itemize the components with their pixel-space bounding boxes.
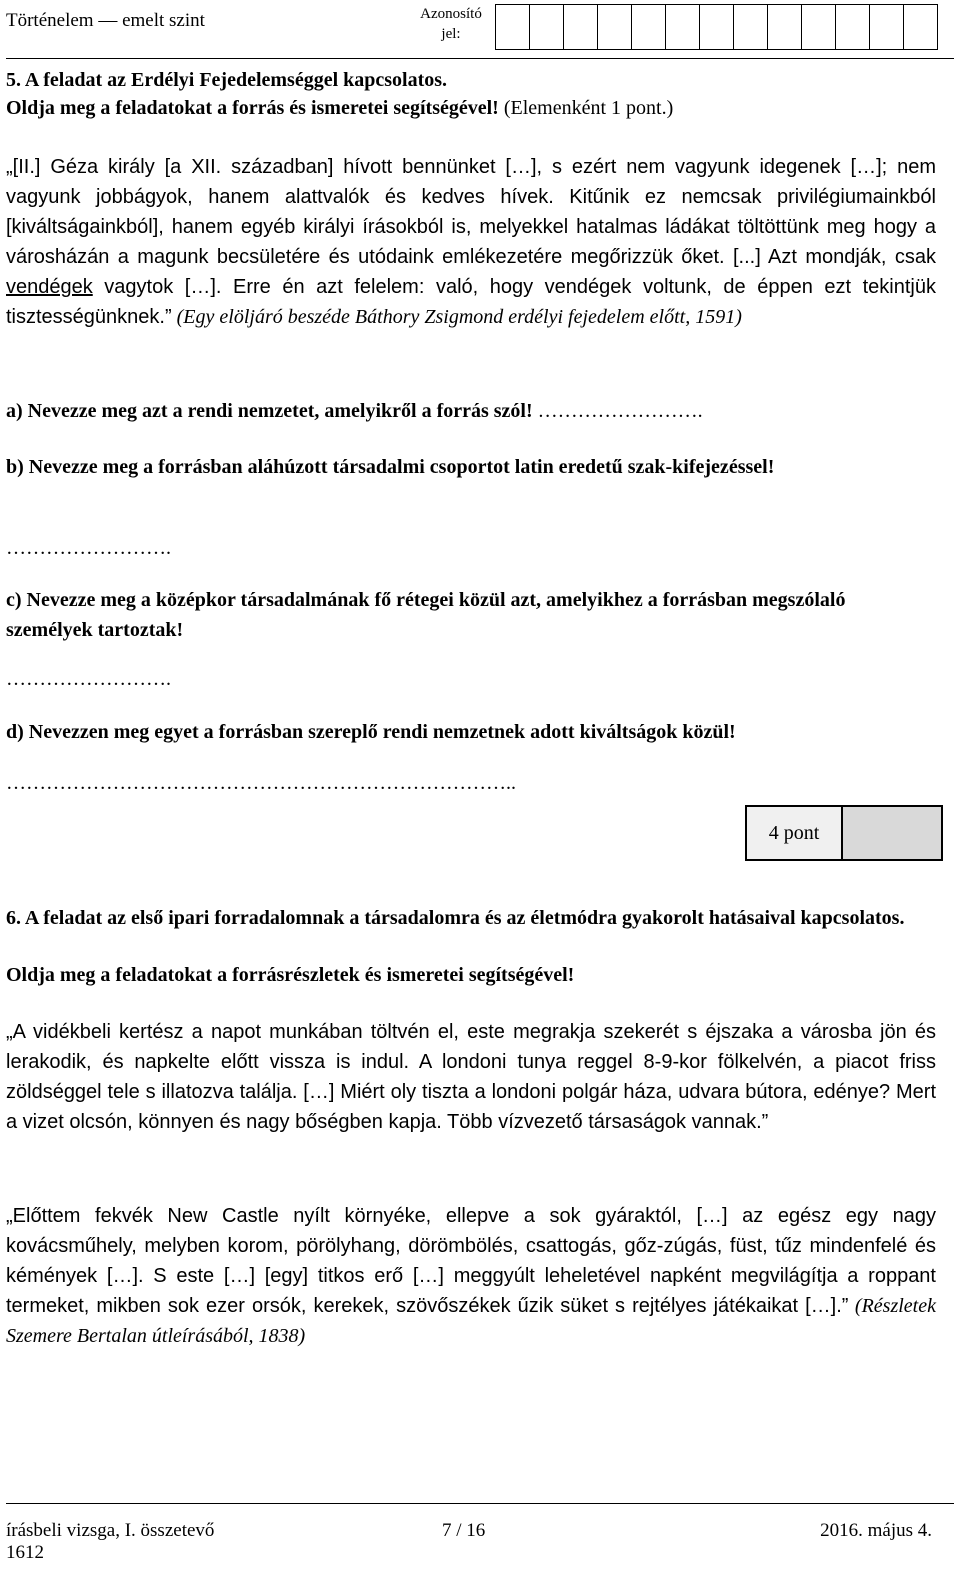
source-text-part2: vagytok […]. Erre én azt felelem: való, hogy vendégek voltunk, de éppen ezt tekintjük tisztességünknek.” <box>6 276 936 328</box>
source-text-part1: „[II.] Géza király [a XII. században] hívott bennünket […], s ezért nem vagyunk idegenek […]; nem vagyunk jobbágyok, hanem alattvalók és kedves hívek. Kitűnik ez nemcsak privilégiumainkból [kiváltságainkból], hanem egyéb királyi írásokból is, melyekkel hatalmas ládákat töltöttünk meg hogy a városházán a magunk becsületére és utódaink emlékezetére megőrizzük őket. [...] Azt mondják, csak <box>6 156 936 268</box>
id-box[interactable] <box>869 4 904 50</box>
task6-source2 <box>6 1201 936 1351</box>
source2-text: „Előttem fekvék New Castle nyílt környéke, ellepve a sok gyáraktól, […] az egész egy nagy kovácsműhely, melyben korom, pörölyhang, dörömbölés, csattogás, gőz-zúgás, füst, tűz mindenfelé és kémények […]. S este […] [egy] titkos erő […] meggyúlt leheletével napként megvilágítja a roppant termeket, mikben sok ezer orsók, kerekek, szövőszékek űzik süket s rejtélyes játékaikat […].” <box>6 1205 936 1317</box>
id-boxes <box>496 4 938 50</box>
question-d: d) Nevezzen meg egyet a forrásban szereplő rendi nemzetnek adott kiváltságok közül! <box>6 721 736 743</box>
id-box[interactable] <box>903 4 938 50</box>
answer-d-field[interactable]: ………………………………………………………………….. <box>6 772 516 794</box>
task5-instruction-note: (Elemenként 1 pont.) <box>498 97 674 119</box>
footer-date: 2016. május 4. <box>820 1520 932 1541</box>
id-label-line2: jel: <box>441 26 461 42</box>
task6-source1: „A vidékbeli kertész a napot munkában töltvén el, este megrakja szekerét s éjszaka a városba jön és lerakodik, és napkelte előtt vissza is indul. A londoni tunya reggel 8-9-kor fölkelvén, a piacot friss zöldséggel tele s illatozva találja. […] Miért oly tiszta a londoni polgár háza, udvara bútora, edénye? Mert a vizet olcsón, könnyen és nagy bőségben kapja. Több vízvezető társaságok vannak.” <box>6 1021 936 1133</box>
question-b: b) Nevezze meg a forrásban aláhúzott társadalmi csoportot latin eredetű szak-kifejezéssel! <box>6 456 775 478</box>
answer-b-field[interactable]: ……………………. <box>6 537 171 559</box>
footer-rule <box>6 1503 954 1504</box>
id-box[interactable] <box>733 4 768 50</box>
footer-code: 1612 <box>6 1542 44 1563</box>
id-box[interactable] <box>529 4 564 50</box>
task5-instruction-text: Oldja meg a feladatokat a forrás és ismeretei segítségével! <box>6 97 499 119</box>
id-box[interactable] <box>597 4 632 50</box>
source-citation: (Egy elöljáró beszéde Báthory Zsigmond erdélyi fejedelem előtt, 1591) <box>171 306 742 328</box>
score-label: 4 pont <box>745 805 843 861</box>
score-field[interactable] <box>843 805 943 861</box>
id-box[interactable] <box>699 4 734 50</box>
task6-instruction: Oldja meg a feladatokat a forrásrészletek és ismeretei segítségével! <box>6 964 575 986</box>
header-rule <box>6 58 954 59</box>
task5-title: 5. A feladat az Erdélyi Fejedelemséggel kapcsolatos. <box>6 69 448 91</box>
score-box <box>745 805 943 861</box>
header-title: Történelem — emelt szint <box>6 10 205 31</box>
page-number: 7 / 16 <box>442 1520 486 1541</box>
task6-title: 6. A feladat az első ipari forradalomnak a társadalomra és az életmódra gyakorolt hatásaival kapcsolatos. <box>6 907 905 929</box>
id-box[interactable] <box>563 4 598 50</box>
question-a-text: a) Nevezze meg azt a rendi nemzetet, amelyikről a forrás szól! <box>6 400 533 422</box>
question-c: c) Nevezze meg a középkor társadalmának fő rétegei közül azt, amelyikhez a forrásban megszólaló személyek tartoztak! <box>6 589 846 641</box>
id-box[interactable] <box>665 4 700 50</box>
footer-exam-label: írásbeli vizsga, I. összetevő <box>6 1520 215 1541</box>
answer-a-field[interactable]: ……………………. <box>532 400 703 422</box>
id-box[interactable] <box>835 4 870 50</box>
id-box[interactable] <box>631 4 666 50</box>
id-label <box>412 4 490 44</box>
source-underlined-word: vendégek <box>6 276 93 298</box>
task5-source <box>6 152 936 332</box>
question-a <box>6 396 936 426</box>
id-box[interactable] <box>801 4 836 50</box>
source2-citation: (Részletek Szemere Bertalan útleírásából, 1838) <box>6 1295 936 1347</box>
id-box[interactable] <box>495 4 530 50</box>
id-label-line1: Azonosító <box>420 6 482 22</box>
id-box[interactable] <box>767 4 802 50</box>
page-header <box>0 0 960 64</box>
footer-left <box>6 1520 214 1564</box>
task5-instruction <box>6 94 936 122</box>
answer-c-field[interactable]: ……………………. <box>6 668 171 690</box>
